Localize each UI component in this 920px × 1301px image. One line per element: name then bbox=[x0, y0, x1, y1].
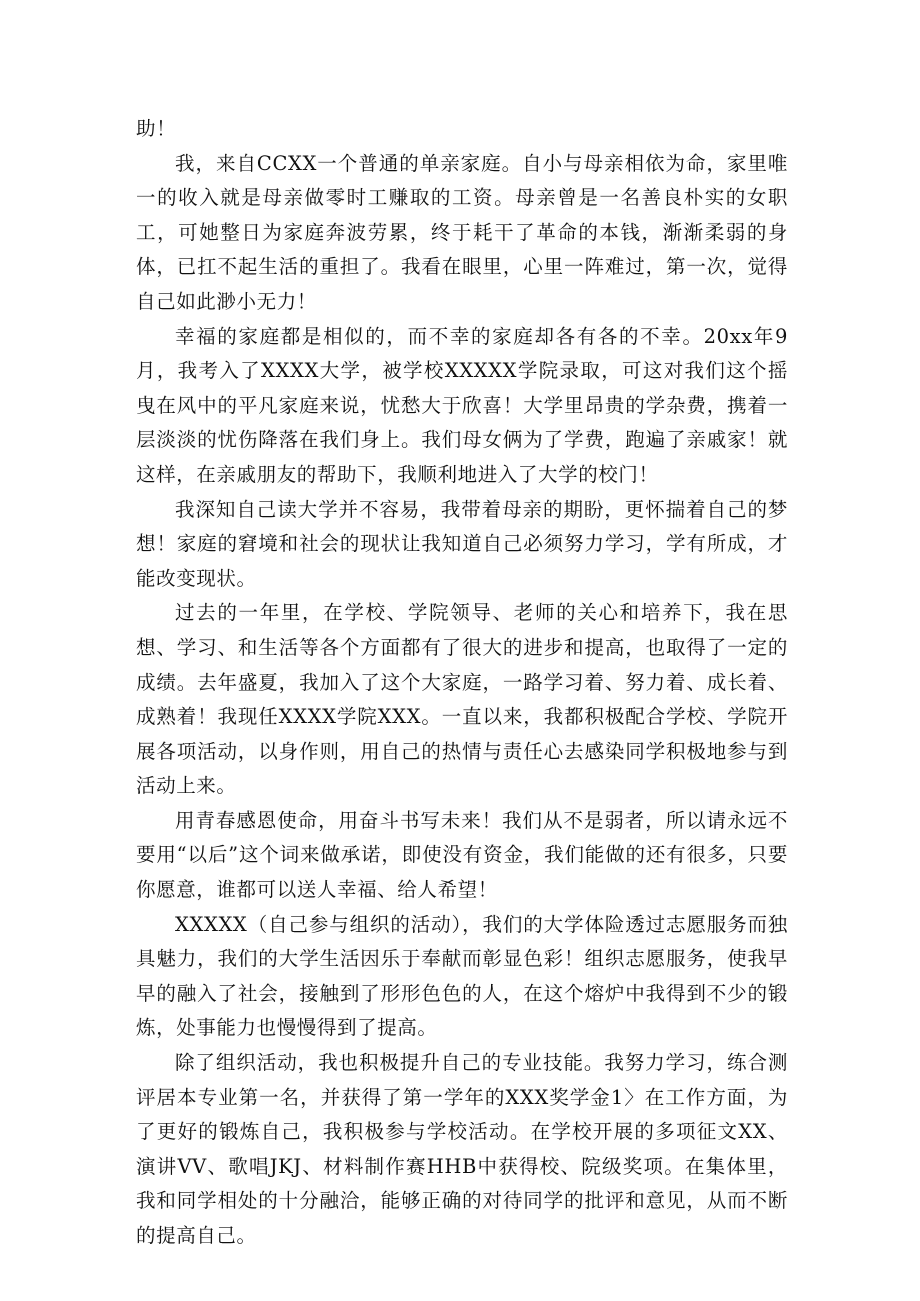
paragraph-youth-mission: 用青春感恩使命，用奋斗书写未来！我们从不是弱者，所以请永远不要用“以后”这个词来做承诺，即使没有资金，我们能做的还有很多，只要你愿意，谁都可以送人幸福、给人希望！ bbox=[136, 808, 788, 902]
paragraph-aspiration: 我深知自己读大学并不容易，我带着母亲的期盼，更怀揣着自己的梦想！家庭的窘境和社会的现状让我知道自己必须努力学习，学有所成，才能改变现状。 bbox=[136, 497, 788, 590]
paragraph-family-background: 我，来自CCXX一个普通的单亲家庭。自小与母亲相依为命，家里唯一的收入就是母亲做零时工赚取的工资。母亲曾是一名善良朴实的女职工，可她整日为家庭奔波劳累，终于耗干了革命的本钱，渐渐柔弱的身体，已扛不起生活的重担了。我看在眼里，心里一阵难过，第一次，觉得自己如此渺小无力！ bbox=[136, 151, 788, 313]
paragraph-achievements: 除了组织活动，我也积极提升自己的专业技能。我努力学习，练合测评居本专业第一名，并获得了第一学年的XXX奖学金1〉在工作方面，为了更好的锻炼自己，我积极参与学校活动。在学校开展的多项征文XX、演讲VV、歌唱JKJ、材料制作赛HHB中获得校、院级奖项。在集体里，我和同学相处的十分融洽，能够正确的对待同学的批评和意见，从而不断的提高自己。 bbox=[136, 1051, 788, 1247]
paragraph-university-admission: 幸福的家庭都是相似的，而不幸的家庭却各有各的不幸。20xx年9月，我考入了XXXX大学，被学校XXXXX学院录取，可这对我们这个摇曳在风中的平凡家庭来说，忧愁大于欣喜！大学里昂贵的学杂费，携着一层淡淡的忧伤降落在我们身上。我们母女俩为了学费，跑遍了亲戚家！就这样，在亲戚朋友的帮助下，我顺利地进入了大学的校门！ bbox=[136, 324, 788, 486]
paragraph-volunteer-activities: XXXXX（自己参与组织的活动），我们的大学体险透过志愿服务而独具魅力，我们的大学生活因乐于奉献而彰显色彩！组织志愿服务，使我早早的融入了社会，接触到了形形色色的人，在这个熔炉中我得到不少的锻炼，处事能力也慢慢得到了提高。 bbox=[136, 912, 788, 1040]
document-body bbox=[136, 112, 788, 1254]
paragraph-continuation: 助！ bbox=[136, 117, 177, 140]
paragraph-past-year: 过去的一年里，在学校、学院领导、老师的关心和培养下，我在思想、学习、和生活等各个方面都有了很大的进步和提高，也取得了一定的成绩。去年盛夏，我加入了这个大家庭，一路学习着、努力着、成长着、成熟着！我现任XXXX学院XXX。一直以来，我都积极配合学校、学院开展各项活动，以身作则，用自己的热情与责任心去感染同学积极地参与到活动上来。 bbox=[136, 601, 788, 798]
